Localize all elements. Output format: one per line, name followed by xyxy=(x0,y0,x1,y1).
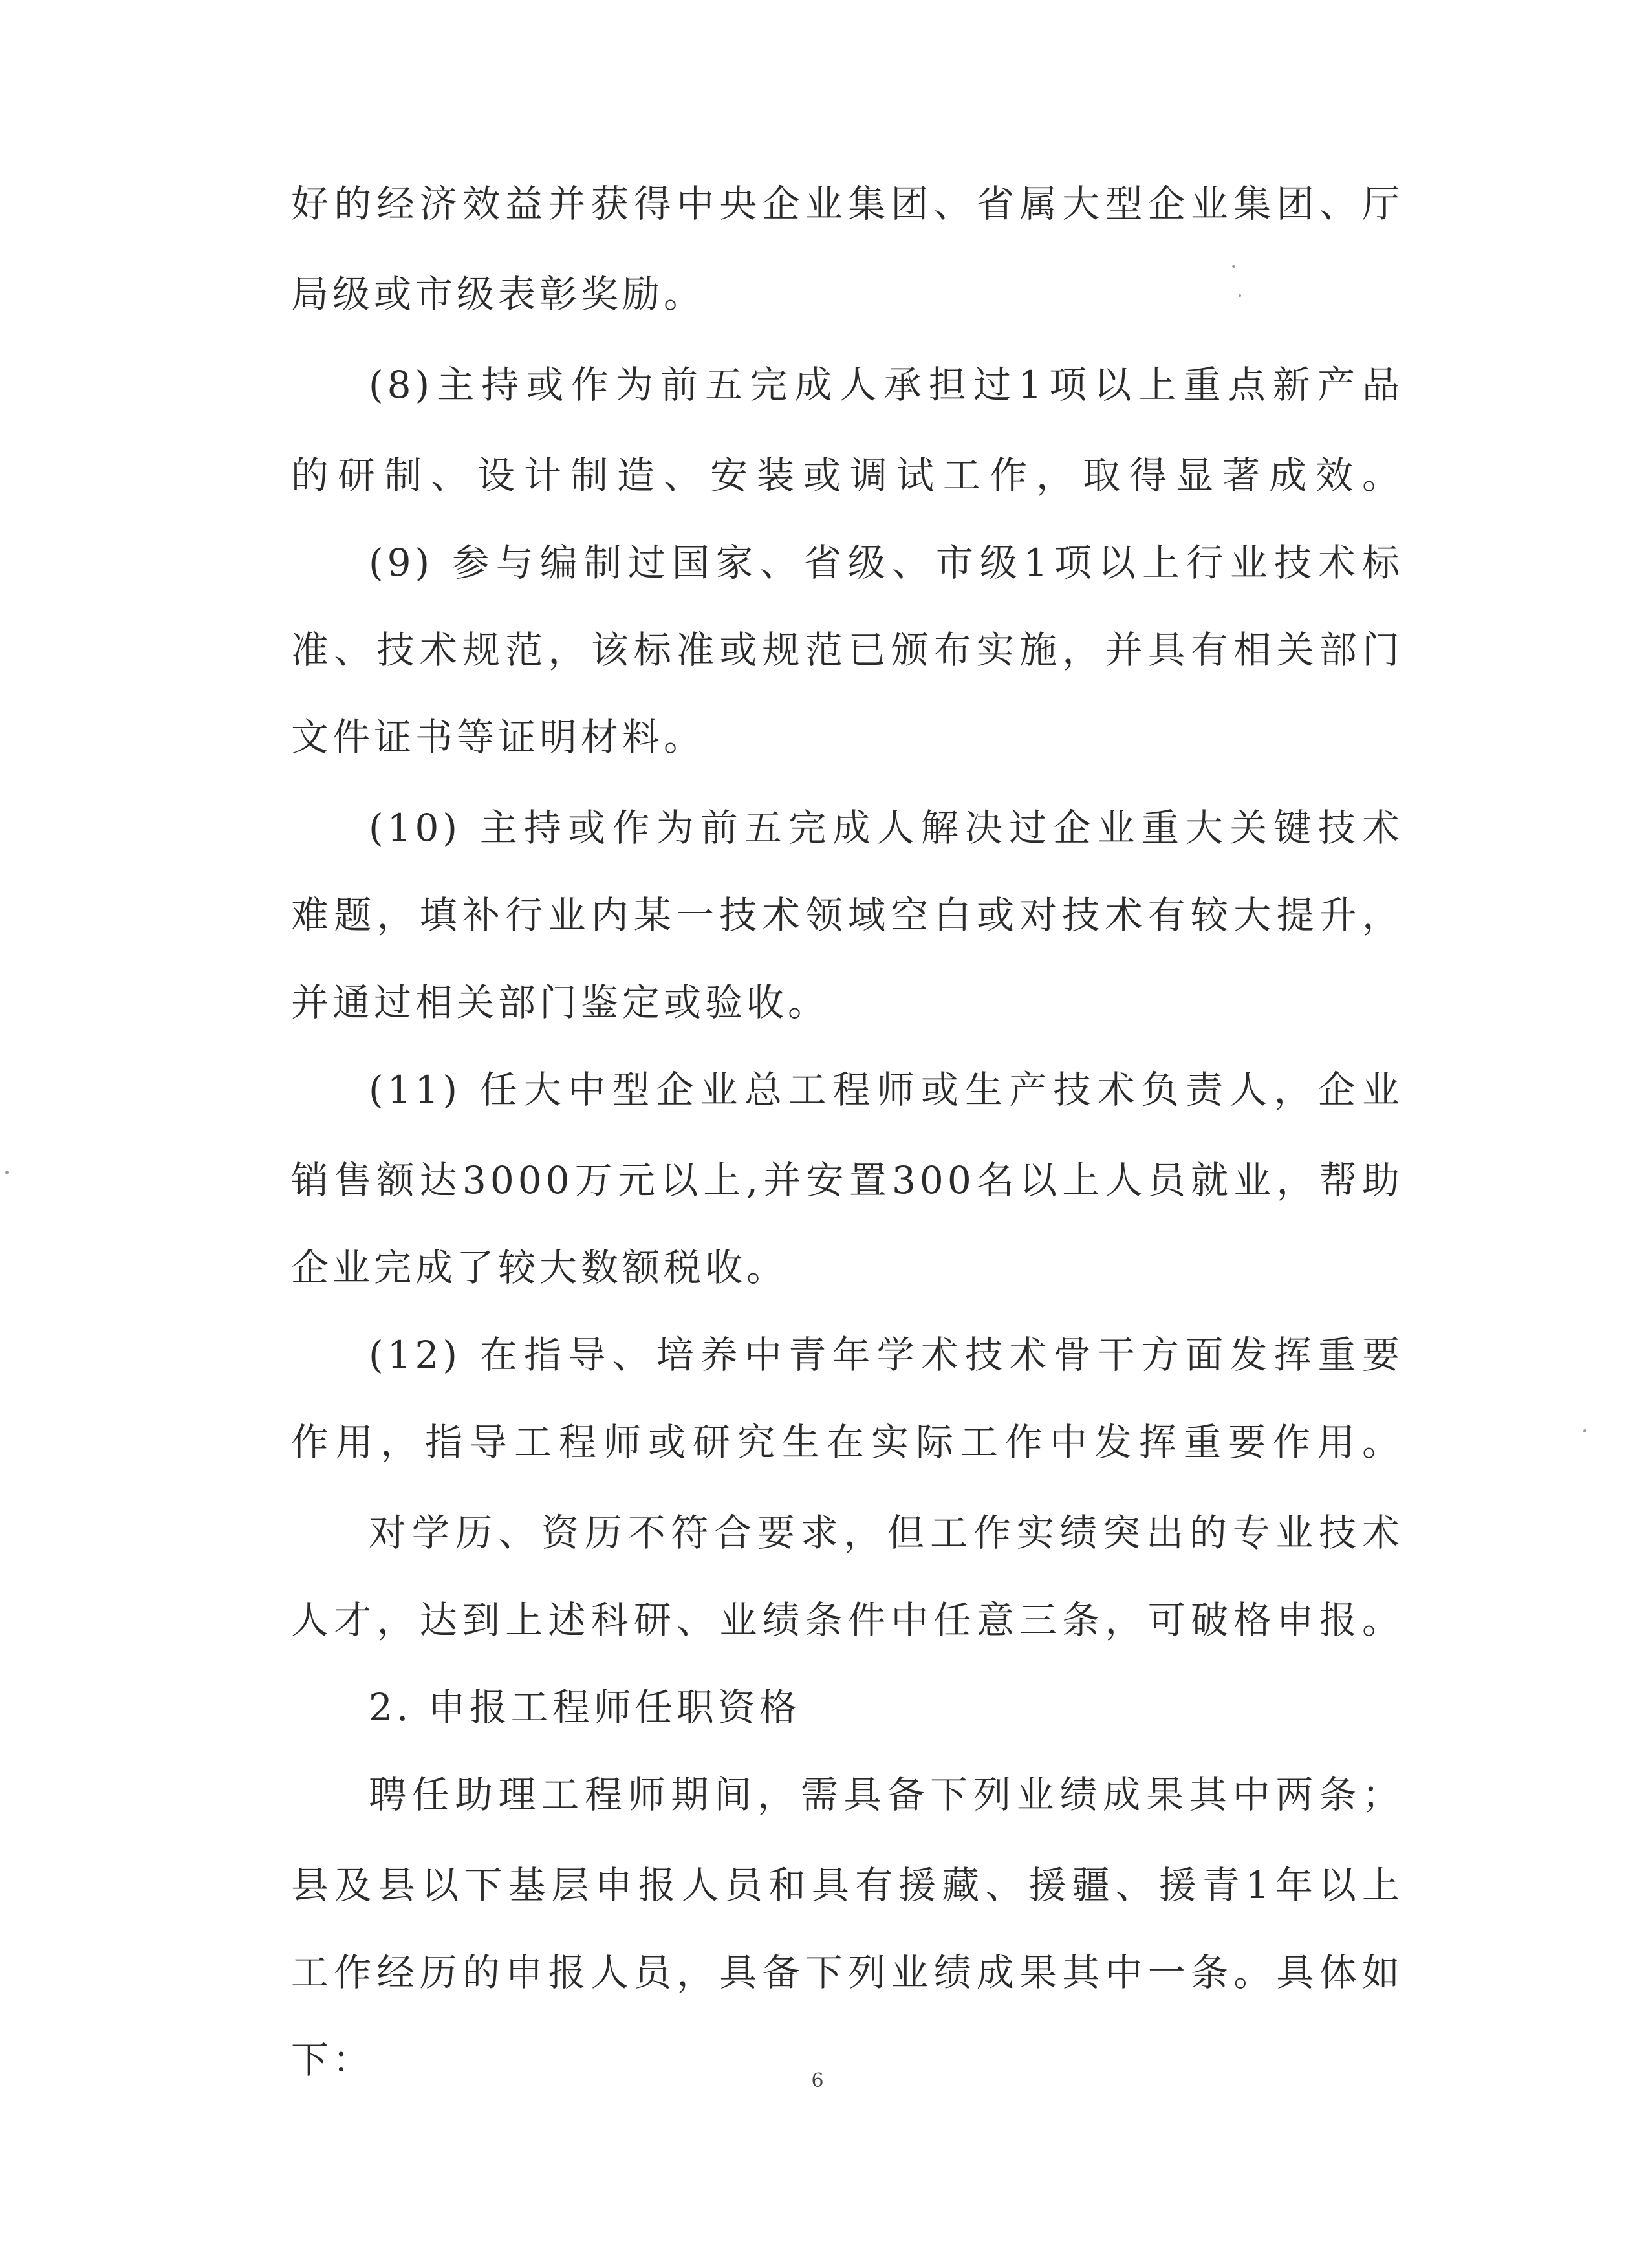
scan-speck xyxy=(1583,1429,1586,1432)
paragraph-line: 聘任助理工程师期间，需具备下列业绩成果其中两条； xyxy=(369,1773,1403,1817)
paragraph-line: 企业完成了较大数额税收。 xyxy=(291,1246,788,1290)
paragraph-line: (9) 参与编制过国家、省级、市级1项以上行业技术标 xyxy=(369,541,1403,585)
paragraph-line: 下： xyxy=(291,2038,374,2082)
paragraph-line: 人才，达到上述科研、业绩条件中任意三条，可破格申报。 xyxy=(291,1598,1403,1642)
paragraph-line: 准、技术规范，该标准或规范已颁布实施，并具有相关部门 xyxy=(291,628,1403,672)
paragraph-line: (8)主持或作为前五完成人承担过1项以上重点新产品 xyxy=(369,363,1403,407)
paragraph-line: (11) 任大中型企业总工程师或生产技术负责人，企业 xyxy=(369,1068,1403,1112)
paragraph-line: 难题，填补行业内某一技术领域空白或对技术有较大提升， xyxy=(291,893,1403,937)
paragraph-line: 的研制、设计制造、安装或调试工作，取得显著成效。 xyxy=(291,453,1403,497)
paragraph-line: 文件证书等证明材料。 xyxy=(291,715,706,759)
paragraph-line: 作用，指导工程师或研究生在实际工作中发挥重要作用。 xyxy=(291,1420,1403,1464)
scan-speck xyxy=(1232,265,1235,268)
paragraph-line: (12) 在指导、培养中青年学术技术骨干方面发挥重要 xyxy=(369,1333,1403,1377)
scan-speck xyxy=(1239,294,1241,297)
scan-speck xyxy=(5,1171,9,1174)
section-heading: 2. 申报工程师任职资格 xyxy=(369,1685,801,1729)
paragraph-line: 局级或市级表彰奖励。 xyxy=(291,272,706,316)
paragraph-line: 销售额达3000万元以上,并安置300名以上人员就业，帮助 xyxy=(291,1158,1403,1202)
paragraph-line: (10) 主持或作为前五完成人解决过企业重大关键技术 xyxy=(369,806,1403,850)
paragraph-line: 工作经历的申报人员，具备下列业绩成果其中一条。具体如 xyxy=(291,1950,1403,1994)
paragraph-line: 县及县以下基层申报人员和具有援藏、援疆、援青1年以上 xyxy=(291,1863,1403,1907)
page-number: 6 xyxy=(811,2069,824,2092)
paragraph-line: 并通过相关部门鉴定或验收。 xyxy=(291,980,830,1024)
paragraph-line: 对学历、资历不符合要求，但工作实绩突出的专业技术 xyxy=(369,1511,1403,1555)
paragraph-line: 好的经济效益并获得中央企业集团、省属大型企业集团、厅 xyxy=(291,182,1403,226)
